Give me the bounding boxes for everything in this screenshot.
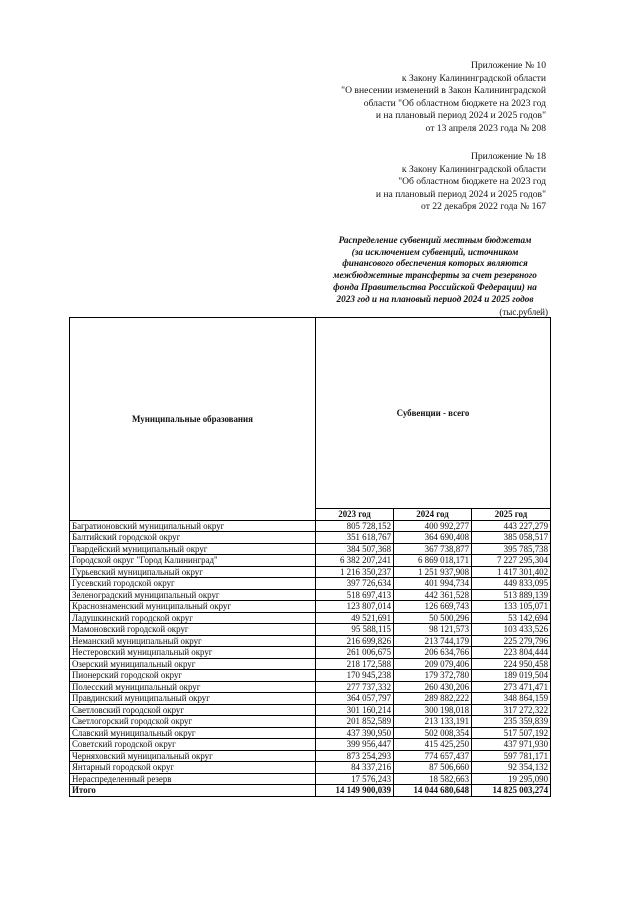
table-row <box>70 716 551 728</box>
value-2023-cell: 399 956,447 <box>316 739 394 751</box>
value-2025-cell: 443 227,279 <box>472 520 551 532</box>
header-line: от 22 декабря 2022 года № 167 <box>421 201 546 213</box>
value-2025-cell: 224 950,458 <box>472 658 551 670</box>
municipality-name-cell: Краснознаменский муниципальный округ <box>70 601 316 613</box>
table-row <box>70 612 551 624</box>
header-line: и на плановый период 2024 и 2025 годов" <box>375 188 546 200</box>
appendix-header-10 <box>341 60 546 136</box>
municipality-name-cell: Ладушкинский городской округ <box>70 612 316 624</box>
year-header-2024: 2024 год <box>394 509 472 521</box>
municipality-name-cell: Гурьевский муниципальный округ <box>70 566 316 578</box>
table-row <box>70 532 551 544</box>
value-2023-cell: 805 728,152 <box>316 520 394 532</box>
table-row <box>70 773 551 785</box>
value-2025-cell: 189 019,504 <box>472 670 551 682</box>
value-2023-cell: 437 390,950 <box>316 727 394 739</box>
value-2023-cell: 384 507,368 <box>316 543 394 555</box>
year-header-2025: 2025 год <box>472 509 551 521</box>
value-2023-cell: 49 521,691 <box>316 612 394 624</box>
header-line: области "Об областном бюджете на 2023 год <box>363 97 546 109</box>
value-2023-cell: 216 699,826 <box>316 635 394 647</box>
municipality-name-cell: Городской округ "Город Калининград" <box>70 555 316 567</box>
table-row <box>70 704 551 716</box>
value-2025-cell: 273 471,471 <box>472 681 551 693</box>
municipality-name-cell: Янтарный городской округ <box>70 762 316 774</box>
value-2023-cell: 6 382 207,241 <box>316 555 394 567</box>
value-2024-cell: 18 582,663 <box>394 773 472 785</box>
table-row <box>70 555 551 567</box>
value-2024-cell: 300 198,018 <box>394 704 472 716</box>
value-2024-cell: 179 372,780 <box>394 670 472 682</box>
value-2025-cell: 103 433,526 <box>472 624 551 636</box>
value-2024-cell: 14 044 680,648 <box>394 785 472 797</box>
municipality-name-cell: Зеленоградский муниципальный округ <box>70 589 316 601</box>
subventions-total-header: Субвенции - всего <box>316 318 551 509</box>
value-2025-cell: 348 864,159 <box>472 693 551 705</box>
municipality-name-cell: Гусевский городской округ <box>70 578 316 590</box>
table-row <box>70 543 551 555</box>
value-2024-cell: 126 669,743 <box>394 601 472 613</box>
value-2023-cell: 170 945,238 <box>316 670 394 682</box>
value-2024-cell: 260 430,206 <box>394 681 472 693</box>
table-row <box>70 566 551 578</box>
value-2023-cell: 364 057,797 <box>316 693 394 705</box>
value-2023-cell: 84 337,216 <box>316 762 394 774</box>
value-2023-cell: 123 807,014 <box>316 601 394 613</box>
value-2024-cell: 209 079,406 <box>394 658 472 670</box>
value-2025-cell: 92 354,132 <box>472 762 551 774</box>
year-header-2023: 2023 год <box>316 509 394 521</box>
municipality-name-cell: Светловский городской округ <box>70 704 316 716</box>
value-2025-cell: 513 889,139 <box>472 589 551 601</box>
header-line: к Закону Калининградской области <box>401 163 546 175</box>
value-2025-cell: 235 359,839 <box>472 716 551 728</box>
municipality-name-cell: Итого <box>70 785 316 797</box>
table-row <box>70 727 551 739</box>
value-2024-cell: 401 994,734 <box>394 578 472 590</box>
value-2024-cell: 1 251 937,908 <box>394 566 472 578</box>
value-2024-cell: 774 657,437 <box>394 750 472 762</box>
title-line: межбюджетные трансферты за счет резервного <box>333 270 537 281</box>
municipality-name-cell: Багратионовский муниципальный округ <box>70 520 316 532</box>
value-2025-cell: 317 272,322 <box>472 704 551 716</box>
municipality-name-cell: Полесский муниципальный округ <box>70 681 316 693</box>
appendix-header-18 <box>376 151 546 214</box>
table-row <box>70 739 551 751</box>
municipality-name-cell: Пионерский городской округ <box>70 670 316 682</box>
table-row <box>70 520 551 532</box>
value-2024-cell: 442 361,528 <box>394 589 472 601</box>
value-2023-cell: 277 737,332 <box>316 681 394 693</box>
municipality-name-cell: Озерский муниципальный округ <box>70 658 316 670</box>
header-line: от 13 апреля 2023 года № 208 <box>425 122 546 134</box>
value-2025-cell: 223 804,444 <box>472 647 551 659</box>
header-line: к Закону Калининградской области <box>401 72 546 84</box>
value-2025-cell: 133 105,071 <box>472 601 551 613</box>
header-line: Приложение № 18 <box>470 151 546 162</box>
value-2023-cell: 17 576,243 <box>316 773 394 785</box>
value-2024-cell: 415 425,250 <box>394 739 472 751</box>
value-2024-cell: 400 992,277 <box>394 520 472 532</box>
value-2025-cell: 53 142,694 <box>472 612 551 624</box>
value-2023-cell: 1 216 350,237 <box>316 566 394 578</box>
table-row <box>70 578 551 590</box>
table-row <box>70 693 551 705</box>
municipality-name-cell: Мамоновский городской округ <box>70 624 316 636</box>
value-2024-cell: 367 738,877 <box>394 543 472 555</box>
table-row <box>70 635 551 647</box>
municipality-column-header: Муниципальные образования <box>70 318 316 521</box>
value-2023-cell: 397 726,634 <box>316 578 394 590</box>
units-label: (тыс.рублей) <box>499 307 548 317</box>
title-line: Распределение субвенций местным бюджетам <box>338 235 532 245</box>
value-2024-cell: 206 634,766 <box>394 647 472 659</box>
title-line: (за исключением субвенций, источником <box>351 246 519 257</box>
document-title <box>318 235 552 305</box>
municipality-name-cell: Советский городской округ <box>70 739 316 751</box>
municipality-name-cell: Правдинский муниципальный округ <box>70 693 316 705</box>
header-line: "Об областном бюджете на 2023 год <box>398 176 546 188</box>
table-row <box>70 647 551 659</box>
municipality-name-cell: Славский муниципальный округ <box>70 727 316 739</box>
value-2024-cell: 213 744,179 <box>394 635 472 647</box>
value-2023-cell: 201 852,589 <box>316 716 394 728</box>
value-2023-cell: 873 254,293 <box>316 750 394 762</box>
value-2025-cell: 1 417 301,402 <box>472 566 551 578</box>
value-2025-cell: 517 507,192 <box>472 727 551 739</box>
table-row <box>70 670 551 682</box>
municipality-name-cell: Нераспределенный резерв <box>70 773 316 785</box>
table-body <box>70 520 551 796</box>
municipality-name-cell: Светлогорский городской округ <box>70 716 316 728</box>
value-2025-cell: 597 781,171 <box>472 750 551 762</box>
value-2023-cell: 518 697,413 <box>316 589 394 601</box>
value-2023-cell: 351 618,767 <box>316 532 394 544</box>
value-2025-cell: 437 971,930 <box>472 739 551 751</box>
table-row <box>70 589 551 601</box>
table-row <box>70 750 551 762</box>
municipality-name-cell: Гвардейский муниципальный округ <box>70 543 316 555</box>
header-line: "О внесении изменений в Закон Калининградской <box>341 85 546 97</box>
value-2023-cell: 95 588,115 <box>316 624 394 636</box>
value-2025-cell: 19 295,090 <box>472 773 551 785</box>
value-2025-cell: 14 825 003,274 <box>472 785 551 797</box>
value-2025-cell: 449 833,095 <box>472 578 551 590</box>
value-2024-cell: 213 133,191 <box>394 716 472 728</box>
value-2023-cell: 14 149 900,039 <box>316 785 394 797</box>
value-2025-cell: 7 227 295,304 <box>472 555 551 567</box>
municipality-name-cell: Неманский муниципальный округ <box>70 635 316 647</box>
value-2024-cell: 50 500,296 <box>394 612 472 624</box>
value-2025-cell: 385 058,517 <box>472 532 551 544</box>
title-line: финансового обеспечения которых являются <box>342 258 528 269</box>
value-2024-cell: 289 882,222 <box>394 693 472 705</box>
municipality-name-cell: Черняховский муниципальный округ <box>70 750 316 762</box>
value-2023-cell: 261 006,675 <box>316 647 394 659</box>
value-2025-cell: 225 279,796 <box>472 635 551 647</box>
value-2024-cell: 6 869 018,171 <box>394 555 472 567</box>
value-2024-cell: 502 008,354 <box>394 727 472 739</box>
value-2023-cell: 218 172,588 <box>316 658 394 670</box>
total-row <box>70 785 551 797</box>
value-2025-cell: 395 785,738 <box>472 543 551 555</box>
table-row <box>70 624 551 636</box>
municipality-name-cell: Балтийский городской округ <box>70 532 316 544</box>
value-2024-cell: 364 690,408 <box>394 532 472 544</box>
table-row <box>70 601 551 613</box>
header-line: Приложение № 10 <box>470 60 546 71</box>
table-row <box>70 762 551 774</box>
value-2024-cell: 87 506,660 <box>394 762 472 774</box>
municipality-name-cell: Нестеровский муниципальный округ <box>70 647 316 659</box>
table-row <box>70 658 551 670</box>
table-row <box>70 681 551 693</box>
subventions-table <box>69 317 551 797</box>
title-line: 2023 год и на плановый период 2024 и 2025 годов <box>336 293 534 304</box>
value-2023-cell: 301 160,214 <box>316 704 394 716</box>
title-line: фонда Правительства Российской Федерации) на <box>333 281 537 292</box>
value-2024-cell: 98 121,573 <box>394 624 472 636</box>
header-line: и на плановый период 2024 и 2025 годов" <box>375 110 546 122</box>
